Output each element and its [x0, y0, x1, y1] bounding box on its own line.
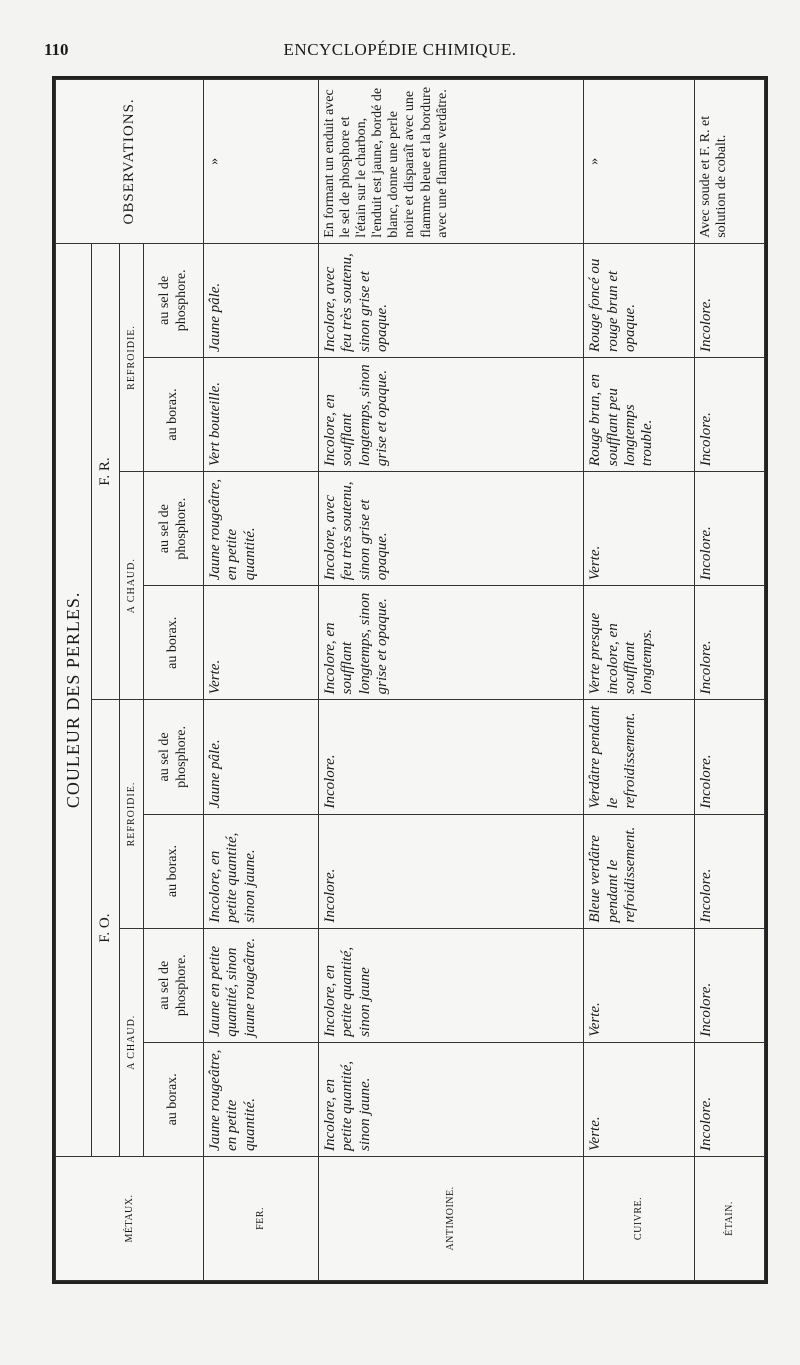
metal-name: ÉTAIN. — [694, 1156, 764, 1280]
table-cell: Incolore. — [694, 357, 764, 471]
table-cell: Incolore, en soufflant longtemps, sinon grise et opaque. — [319, 586, 584, 700]
table-cell: Verdâtre pendant le refroidissement. — [584, 700, 694, 814]
table-cell: Incolore, avec feu très soutenu, sinon grise et opaque. — [319, 243, 584, 357]
table-cell: Incolore, en petite quantité, sinon jaune. — [319, 1042, 584, 1156]
fo-chaud-sel-header: au sel de phosphore. — [144, 928, 204, 1042]
table-caption: COULEUR DES PERLES. — [56, 243, 92, 1156]
rotated-table-wrapper — [55, 79, 765, 1281]
table-cell: Jaune rougeâtre, en petite quantité. — [204, 1042, 319, 1156]
observation-cell: » — [204, 80, 319, 244]
table-cell: Incolore, en petite quantité, sinon jaune. — [204, 814, 319, 928]
table-cell: Incolore. — [694, 243, 764, 357]
page-number: 110 — [44, 40, 69, 59]
fo-froid-sel-header: au sel de phosphore. — [144, 700, 204, 814]
table-cell: Incolore. — [694, 814, 764, 928]
flame-fo-header: F. O. — [92, 700, 120, 1157]
fr-chaud-sel-header: au sel de phosphore. — [144, 472, 204, 586]
running-title: ENCYCLOPÉDIE CHIMIQUE. — [283, 40, 517, 59]
table-frame — [52, 76, 768, 1284]
table-cell: Incolore, avec feu très soutenu, sinon grise et opaque. — [319, 472, 584, 586]
table-cell: Incolore. — [694, 472, 764, 586]
metal-name: FER. — [204, 1156, 319, 1280]
table-cell: Incolore. — [694, 700, 764, 814]
table-cell: Rouge brun, en soufflant peu longtemps trouble. — [584, 357, 694, 471]
table-row-fer — [204, 80, 319, 1281]
table-cell: Bleue verdâtre pendant le refroidissement. — [584, 814, 694, 928]
observation-cell: Avec soude et F. R. et solution de cobalt. — [694, 80, 764, 244]
table-cell: Rouge foncé ou rouge brun et opaque. — [584, 243, 694, 357]
table-cell: Incolore. — [319, 700, 584, 814]
table-cell: Jaune pâle. — [204, 700, 319, 814]
table-row-cuivre — [584, 80, 694, 1281]
fo-froid-borax-header: au borax. — [144, 814, 204, 928]
fr-froid-sel-header: au sel de phosphore. — [144, 243, 204, 357]
metal-name: CUIVRE. — [584, 1156, 694, 1280]
table-cell: Incolore. — [319, 814, 584, 928]
table-cell: Verte presque incolore, en soufflant longtemps. — [584, 586, 694, 700]
fr-a-chaud-header: A CHAUD. — [120, 472, 144, 700]
metal-column-header: MÉTAUX. — [56, 1156, 204, 1280]
table-cell: Jaune pâle. — [204, 243, 319, 357]
table-cell: Incolore. — [694, 928, 764, 1042]
table-cell: Verte. — [584, 928, 694, 1042]
table-row-etain — [694, 80, 764, 1281]
flame-fr-header: F. R. — [92, 243, 120, 700]
fr-refroidie-header: REFROIDIE. — [120, 243, 144, 471]
observation-cell: » — [584, 80, 694, 244]
table-cell: Verte. — [584, 472, 694, 586]
table-cell: Jaune rougeâtre, en petite quantité. — [204, 472, 319, 586]
fo-a-chaud-header: A CHAUD. — [120, 928, 144, 1156]
table-cell: Incolore, en soufflant longtemps, sinon grise et opaque. — [319, 357, 584, 471]
table-cell: Vert bouteille. — [204, 357, 319, 471]
perles-table — [55, 79, 765, 1281]
observation-cell: En formant un enduit avec le sel de phosphore et l'étain sur le charbon, l'enduit est jaune, bordé de blanc, donne une perle noire et disparaît avec une flamme bleue et la bordure avec une flamme verdâtre. — [319, 80, 584, 244]
table-cell: Verte. — [204, 586, 319, 700]
table-cell: Incolore. — [694, 1042, 764, 1156]
observations-header: OBSERVATIONS. — [56, 80, 204, 244]
fo-chaud-borax-header: au borax. — [144, 1042, 204, 1156]
metal-name: ANTIMOINE. — [319, 1156, 584, 1280]
table-cell: Jaune en petite quantité, sinon jaune rougeâtre. — [204, 928, 319, 1042]
fo-refroidie-header: REFROIDIE. — [120, 700, 144, 928]
fr-chaud-borax-header: au borax. — [144, 586, 204, 700]
table-row-antimoine — [319, 80, 584, 1281]
fr-froid-borax-header: au borax. — [144, 357, 204, 471]
table-cell: Incolore, en petite quantité, sinon jaune — [319, 928, 584, 1042]
table-cell: Incolore. — [694, 586, 764, 700]
table-cell: Verte. — [584, 1042, 694, 1156]
running-head — [44, 36, 756, 66]
